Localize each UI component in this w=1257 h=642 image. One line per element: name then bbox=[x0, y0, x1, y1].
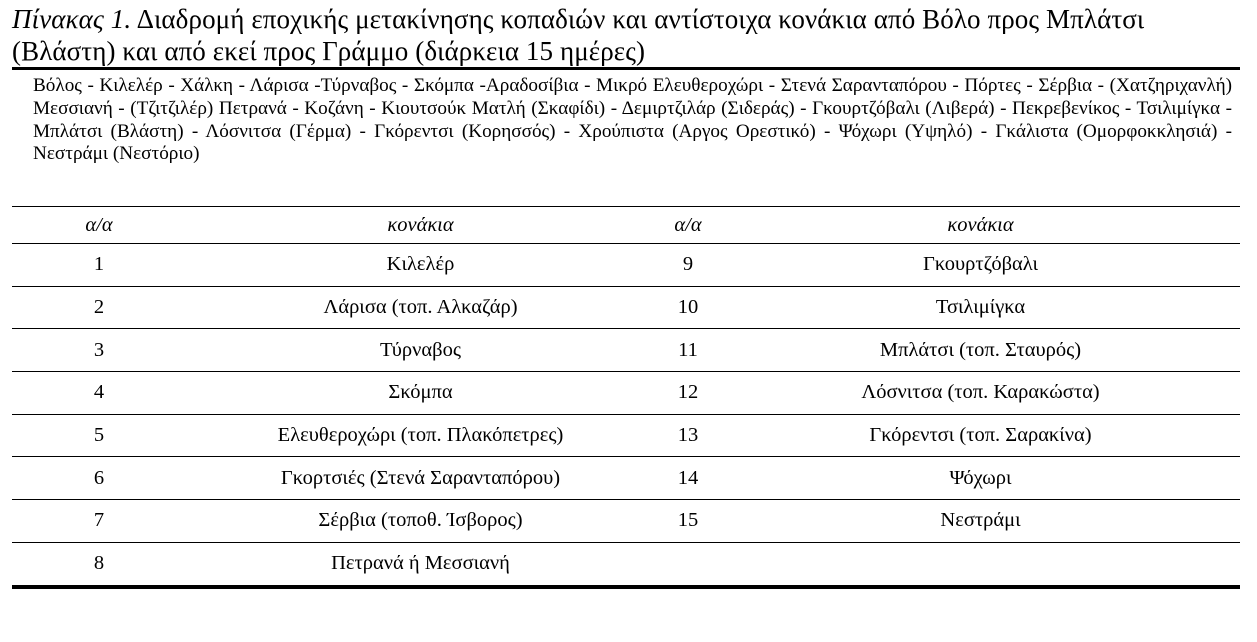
row-konaki: Γκουρτζόβαλι bbox=[721, 244, 1240, 287]
row-index: 7 bbox=[12, 500, 186, 543]
table-caption bbox=[12, 3, 1240, 67]
row-index: 10 bbox=[655, 286, 721, 329]
row-konaki: Λόσνιτσα (τοπ. Καρακώστα) bbox=[721, 372, 1240, 415]
row-index: 2 bbox=[12, 286, 186, 329]
row-index: 4 bbox=[12, 372, 186, 415]
table-row bbox=[12, 286, 1240, 329]
row-index: 6 bbox=[12, 457, 186, 500]
header-konakia-right: κονάκια bbox=[721, 207, 1240, 244]
row-konaki: Ψόχωρι bbox=[721, 457, 1240, 500]
row-konaki: Ελευθεροχώρι (τοπ. Πλακόπετρες) bbox=[186, 414, 655, 457]
row-index: 8 bbox=[93, 552, 105, 575]
header-index-right: α/α bbox=[655, 207, 721, 244]
row-index: 9 bbox=[655, 244, 721, 287]
row-index bbox=[655, 542, 721, 584]
row-index: 11 bbox=[655, 329, 721, 372]
table-header-row bbox=[12, 207, 1240, 244]
table-row bbox=[12, 414, 1240, 457]
bottom-rule bbox=[12, 585, 1240, 589]
row-konaki: Σέρβια (τοποθ. Ίσβορος) bbox=[186, 500, 655, 543]
table-row bbox=[12, 500, 1240, 543]
caption-text: Διαδρομή εποχικής μετακίνησης κοπαδιών και αντίστοιχα κονάκια από Βόλο προς Μπλάτσι (Βλάστη) και από εκεί προς Γράμμο (διάρκεια 15 ημέρες) bbox=[12, 4, 1145, 66]
table-row bbox=[12, 329, 1240, 372]
row-index: 13 bbox=[655, 414, 721, 457]
row-konaki: Νεστράμι bbox=[721, 500, 1240, 543]
row-konaki: Λάρισα (τοπ. Αλκαζάρ) bbox=[186, 286, 655, 329]
row-konaki: Μπλάτσι (τοπ. Σταυρός) bbox=[721, 329, 1240, 372]
table-row bbox=[12, 542, 1240, 584]
row-konaki: Γκορτσιές (Στενά Σαρανταπόρου) bbox=[186, 457, 655, 500]
row-index: 15 bbox=[655, 500, 721, 543]
document-page bbox=[12, 0, 1240, 589]
header-index-left: α/α bbox=[12, 207, 186, 244]
row-index: 14 bbox=[655, 457, 721, 500]
row-konaki: Πετρανά ή Μεσσιανή bbox=[331, 552, 510, 575]
route-description: Βόλος - Κιλελέρ - Χάλκη - Λάρισα -Τύρναβος - Σκόμπα -Αραδοσίβια - Μικρό Ελευθεροχώρι - Στενά Σαρανταπόρου - Πόρτες - Σέρβια - (Χατζηριχανλή) Μεσσιανή - (Τζιτζιλέρ) Πετρανά - Κοζάνη - Κιουτσούκ Ματλή (Σκαφίδι) - Δεμιρτζιλάρ (Σιδεράς) - Γκουρτζόβαλι (Λιβερά) - Πεκρεβενίκος - Τσιλιμίγκα - Μπλάτσι (Βλάστη) - Λόσνιτσα (Γέρμα) - Γκόρεντσι (Κορησσός) - Χρούπιστα (Αργος Ορεστικό) - Ψόχωρι (Υψηλό) - Γκάλιστα (Ομορφοκκλησιά) - Νεστράμι (Νεστόριο) bbox=[33, 75, 1232, 165]
row-konaki: Τύρναβος bbox=[186, 329, 655, 372]
table-row bbox=[12, 457, 1240, 500]
row-index: 5 bbox=[12, 414, 186, 457]
row-index: 12 bbox=[655, 372, 721, 415]
row-konaki bbox=[721, 542, 1240, 584]
row-konaki: Τσιλιμίγκα bbox=[721, 286, 1240, 329]
row-index: 3 bbox=[12, 329, 186, 372]
row-konaki: Σκόμπα bbox=[186, 372, 655, 415]
row-konaki: Κιλελέρ bbox=[186, 244, 655, 287]
header-konakia-left: κονάκια bbox=[186, 207, 655, 244]
caption-label: Πίνακας 1. bbox=[12, 4, 132, 34]
table-row bbox=[12, 244, 1240, 287]
row-konaki: Γκόρεντσι (τοπ. Σαρακίνα) bbox=[721, 414, 1240, 457]
konakia-table bbox=[12, 207, 1240, 585]
row-index: 1 bbox=[12, 244, 186, 287]
table-row bbox=[12, 372, 1240, 415]
